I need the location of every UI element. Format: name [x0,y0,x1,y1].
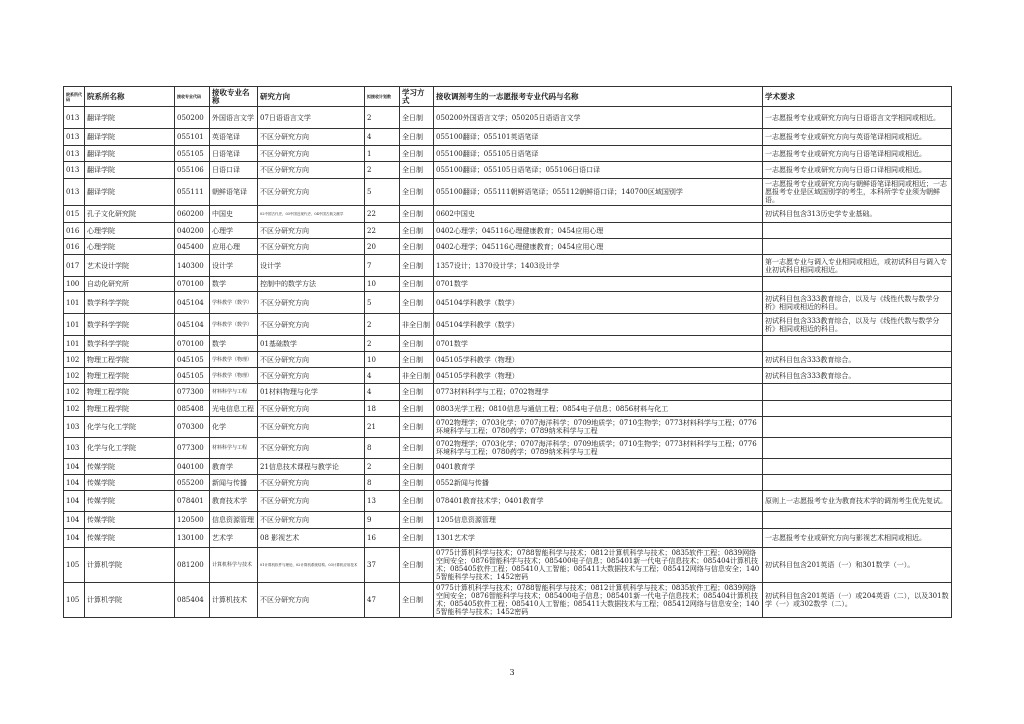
cell-quota: 2 [365,314,400,336]
cell-dept-name: 物理工程学院 [85,352,175,368]
cell-mode: 全日制 [400,548,434,583]
cell-first-choice: 045104学科教学（数学） [434,314,763,336]
cell-first-choice: 0701数学 [434,336,763,352]
cell-major-name: 中国史 [210,206,258,223]
cell-quota: 22 [365,206,400,223]
cell-dept-code: 016 [64,223,85,239]
cell-requirement [763,277,952,292]
cell-first-choice: 055100翻译；055105日语笔译；055106日语口译 [434,162,763,179]
cell-dept-code: 104 [64,475,85,491]
cell-dept-code: 013 [64,107,85,129]
table-row [64,314,952,336]
table-row [64,179,952,206]
table-row [64,368,952,384]
cell-mode: 全日制 [400,352,434,368]
cell-first-choice: 055100翻译；055101英语笔译 [434,129,763,146]
cell-quota: 2 [365,162,400,179]
cell-requirement: 一志愿报考专业或研究方向与日语口译相同或相近。 [763,162,952,179]
cell-dept-name: 计算机学院 [85,548,175,583]
cell-first-choice: 0803光学工程；0810信息与通信工程；0854电子信息；0856材料与化工 [434,401,763,417]
cell-dept-name: 物理工程学院 [85,384,175,401]
table-row [64,417,952,438]
cell-dept-name: 翻译学院 [85,146,175,162]
cell-dept-name: 计算机学院 [85,583,175,618]
cell-first-choice: 0775计算机科学与技术；0788智能科学与技术；0812计算机科学与技术；0835软件工程；0839网络空间安全；0876智能科学与技术；085400电子信息；085401新一代电子信息技术；085404计算机技术；085405软件工程；085410人工智能；085411大数据技术与工程；085412网络与信息安全；1405智能科学与技术；1452密码 [434,548,763,583]
cell-mode: 非全日制 [400,314,434,336]
cell-dept-name: 传媒学院 [85,529,175,548]
cell-quota: 20 [365,239,400,255]
cell-requirement: 原则上一志愿报考专业为教育技术学的调剂考生优先复试。 [763,491,952,512]
header-major-code: 接收专业代码 [175,87,210,107]
cell-dept-name: 孔子文化研究院 [85,206,175,223]
cell-dept-code: 101 [64,292,85,314]
cell-direction: 控制中的数学方法 [258,277,365,292]
cell-major-code: 045105 [175,368,210,384]
page-number: 3 [509,668,515,677]
cell-requirement: 一志愿报考专业或研究方向与日语语言文学相同或相近。 [763,107,952,129]
cell-dept-name: 传媒学院 [85,459,175,475]
cell-direction: 不区分研究方向 [258,583,365,618]
cell-first-choice: 055100翻译；055111朝鲜语笔译；055112朝鲜语口译；140700区域国别学 [434,179,763,206]
cell-quota: 7 [365,255,400,277]
cell-dept-code: 104 [64,512,85,529]
cell-major-name: 学科教学（数学） [210,292,258,314]
cell-direction: 08 影视艺术 [258,529,365,548]
header-mode: 学习方式 [400,87,434,107]
cell-quota: 4 [365,129,400,146]
cell-dept-code: 101 [64,336,85,352]
cell-dept-code: 103 [64,417,85,438]
cell-dept-name: 翻译学院 [85,162,175,179]
cell-requirement: 第一志愿专业与调入专业相同或相近，或初试科目与调入专业初试科目相同或相近。 [763,255,952,277]
cell-first-choice: 0602中国史 [434,206,763,223]
cell-requirement: 初试科目包含333教育综合，以及与《线性代数与数学分析》相同或相近的科目。 [763,292,952,314]
table-row [64,583,952,618]
cell-mode: 全日制 [400,491,434,512]
cell-dept-name: 传媒学院 [85,491,175,512]
table-row [64,146,952,162]
cell-quota: 5 [365,292,400,314]
cell-direction: 不区分研究方向 [258,352,365,368]
cell-requirement [763,336,952,352]
cell-mode: 全日制 [400,223,434,239]
cell-major-name: 数学 [210,277,258,292]
cell-first-choice: 045105学科教学（物理） [434,352,763,368]
cell-mode: 全日制 [400,583,434,618]
table-row [64,475,952,491]
cell-mode: 全日制 [400,336,434,352]
table-row [64,277,952,292]
cell-first-choice: 0773材料科学与工程；0702物理学 [434,384,763,401]
table-row [64,255,952,277]
table-row [64,336,952,352]
cell-major-code: 070100 [175,277,210,292]
cell-major-name: 应用心理 [210,239,258,255]
cell-major-code: 050200 [175,107,210,129]
cell-direction: 02中国古代史、03中国近现代史、04中国古典文献学 [258,206,365,223]
cell-first-choice: 078401教育技术学；0401教育学 [434,491,763,512]
cell-direction: 01基础数学 [258,336,365,352]
cell-major-name: 外国语言文学 [210,107,258,129]
cell-first-choice: 0701数学 [434,277,763,292]
table-row [64,223,952,239]
cell-direction: 01材料物理与化学 [258,384,365,401]
cell-first-choice: 055100翻译；055105日语笔译 [434,146,763,162]
cell-major-code: 045104 [175,292,210,314]
cell-major-code: 055106 [175,162,210,179]
cell-direction: 不区分研究方向 [258,314,365,336]
cell-dept-name: 物理工程学院 [85,401,175,417]
cell-quota: 8 [365,438,400,459]
cell-major-code: 045400 [175,239,210,255]
cell-major-name: 教育学 [210,459,258,475]
cell-major-code: 060200 [175,206,210,223]
cell-dept-name: 心理学院 [85,223,175,239]
cell-quota: 47 [365,583,400,618]
cell-dept-code: 015 [64,206,85,223]
header-dept-name: 院系所名称 [85,87,175,107]
cell-major-code: 055200 [175,475,210,491]
cell-direction: 21信息技术课程与教学论 [258,459,365,475]
cell-direction: 不区分研究方向 [258,438,365,459]
cell-dept-code: 100 [64,277,85,292]
cell-mode: 全日制 [400,384,434,401]
header-quota: 拟接收计划数 [365,87,400,107]
table-row [64,129,952,146]
cell-requirement [763,438,952,459]
cell-major-code: 070300 [175,417,210,438]
cell-requirement: 初试科目包含333教育综合，以及与《线性代数与数学分析》相同或相近的科目。 [763,314,952,336]
cell-dept-code: 105 [64,583,85,618]
cell-dept-name: 化学与化工学院 [85,438,175,459]
cell-major-code: 055111 [175,179,210,206]
cell-major-name: 信息资源管理 [210,512,258,529]
cell-dept-name: 数学科学学院 [85,314,175,336]
cell-quota: 21 [365,417,400,438]
cell-major-code: 120500 [175,512,210,529]
cell-first-choice: 1357设计；1370设计学；1403设计学 [434,255,763,277]
cell-quota: 16 [365,529,400,548]
cell-mode: 全日制 [400,438,434,459]
cell-major-name: 计算机科学与技术 [210,548,258,583]
cell-major-name: 教育技术学 [210,491,258,512]
cell-dept-name: 自动化研究所 [85,277,175,292]
cell-requirement: 初试科目包含201英语（一）或204英语（二），以及301数学（一）或302数学（二）。 [763,583,952,618]
cell-dept-code: 016 [64,239,85,255]
cell-mode: 全日制 [400,239,434,255]
cell-mode: 全日制 [400,512,434,529]
cell-mode: 全日制 [400,107,434,129]
cell-quota: 8 [365,475,400,491]
cell-major-code: 130100 [175,529,210,548]
cell-mode: 全日制 [400,179,434,206]
cell-direction: 不区分研究方向 [258,475,365,491]
cell-dept-code: 102 [64,352,85,368]
cell-major-code: 045105 [175,352,210,368]
cell-direction: 不区分研究方向 [258,223,365,239]
cell-major-code: 077300 [175,438,210,459]
cell-quota: 10 [365,277,400,292]
cell-major-name: 化学 [210,417,258,438]
cell-first-choice: 045104学科教学（数学） [434,292,763,314]
cell-first-choice: 1301艺术学 [434,529,763,548]
cell-quota: 2 [365,107,400,129]
header-dept-code: 院系所代码 [64,87,85,107]
cell-first-choice: 0552新闻与传播 [434,475,763,491]
admission-table [63,86,952,618]
cell-major-code: 140300 [175,255,210,277]
cell-dept-name: 艺术设计学院 [85,255,175,277]
cell-dept-code: 104 [64,529,85,548]
cell-major-name: 学科教学（数学） [210,314,258,336]
cell-requirement: 初试科目包含313历史学专业基础。 [763,206,952,223]
cell-requirement [763,401,952,417]
table-row [64,459,952,475]
cell-first-choice: 0702物理学；0703化学；0707海洋科学；0709地质学；0710生物学；0773材料科学与工程；0776环境科学与工程；0780药学；0789纳米科学与工程 [434,438,763,459]
cell-mode: 全日制 [400,129,434,146]
cell-first-choice: 050200外国语言文学；050205日语语言文学 [434,107,763,129]
cell-quota: 22 [365,223,400,239]
cell-direction: 不区分研究方向 [258,417,365,438]
cell-dept-code: 013 [64,129,85,146]
table-row [64,239,952,255]
table-row [64,512,952,529]
cell-quota: 10 [365,352,400,368]
cell-requirement: 一志愿报考专业或研究方向与影视艺术相同或相近。 [763,529,952,548]
cell-direction: 不区分研究方向 [258,368,365,384]
cell-direction: 01计算机软件与理论、02计算机系统结构、03计算机应用技术 [258,548,365,583]
cell-mode: 全日制 [400,277,434,292]
cell-direction: 不区分研究方向 [258,146,365,162]
cell-quota: 5 [365,179,400,206]
cell-major-code: 085404 [175,583,210,618]
cell-major-code: 070100 [175,336,210,352]
cell-mode: 全日制 [400,529,434,548]
cell-requirement: 初试科目包含333教育综合。 [763,368,952,384]
cell-major-name: 日语口译 [210,162,258,179]
cell-major-name: 材料科学与工程 [210,384,258,401]
cell-direction: 不区分研究方向 [258,239,365,255]
cell-dept-code: 103 [64,438,85,459]
cell-direction: 不区分研究方向 [258,162,365,179]
cell-dept-code: 013 [64,179,85,206]
cell-major-name: 设计学 [210,255,258,277]
cell-major-code: 055101 [175,129,210,146]
cell-direction: 设计学 [258,255,365,277]
cell-major-code: 085408 [175,401,210,417]
cell-dept-name: 传媒学院 [85,475,175,491]
cell-requirement [763,417,952,438]
cell-dept-name: 心理学院 [85,239,175,255]
cell-first-choice: 0401教育学 [434,459,763,475]
cell-major-name: 新闻与传播 [210,475,258,491]
cell-requirement: 一志愿报考专业或研究方向与日语笔译相同或相近。 [763,146,952,162]
cell-dept-code: 013 [64,162,85,179]
cell-major-name: 光电信息工程 [210,401,258,417]
cell-dept-name: 数学科学学院 [85,292,175,314]
cell-requirement [763,512,952,529]
cell-dept-name: 传媒学院 [85,512,175,529]
cell-dept-code: 104 [64,491,85,512]
cell-first-choice: 1205信息资源管理 [434,512,763,529]
cell-requirement: 一志愿报考专业或研究方向与英语笔译相同或相近。 [763,129,952,146]
cell-major-code: 045104 [175,314,210,336]
cell-mode: 全日制 [400,162,434,179]
table-row [64,548,952,583]
cell-major-name: 材料科学与工程 [210,438,258,459]
cell-dept-code: 105 [64,548,85,583]
cell-direction: 不区分研究方向 [258,491,365,512]
cell-mode: 全日制 [400,417,434,438]
cell-direction: 07日语语言文学 [258,107,365,129]
cell-requirement: 初试科目包含201英语（一）和301数学（一）。 [763,548,952,583]
cell-quota: 37 [365,548,400,583]
cell-major-code: 040100 [175,459,210,475]
cell-dept-code: 102 [64,384,85,401]
cell-direction: 不区分研究方向 [258,179,365,206]
cell-mode: 全日制 [400,475,434,491]
cell-first-choice: 0702物理学；0703化学；0707海洋科学；0709地质学；0710生物学；0773材料科学与工程；0776环境科学与工程；0780药学；0789纳米科学与工程 [434,417,763,438]
table-row [64,529,952,548]
cell-major-name: 数学 [210,336,258,352]
cell-quota: 2 [365,459,400,475]
cell-requirement: 初试科目包含333教育综合。 [763,352,952,368]
table-row [64,162,952,179]
cell-direction: 不区分研究方向 [258,292,365,314]
cell-major-name: 学科教学（物理） [210,368,258,384]
cell-dept-code: 013 [64,146,85,162]
cell-requirement [763,475,952,491]
cell-major-code: 078401 [175,491,210,512]
cell-mode: 全日制 [400,459,434,475]
cell-mode: 全日制 [400,255,434,277]
cell-quota: 2 [365,336,400,352]
cell-direction: 不区分研究方向 [258,512,365,529]
cell-mode: 非全日制 [400,368,434,384]
cell-dept-code: 104 [64,459,85,475]
cell-requirement [763,384,952,401]
header-row [64,87,952,107]
cell-dept-code: 102 [64,401,85,417]
cell-dept-code: 101 [64,314,85,336]
cell-first-choice: 0402心理学；045116心理健康教育；0454应用心理 [434,239,763,255]
cell-major-code: 081200 [175,548,210,583]
cell-quota: 1 [365,146,400,162]
cell-major-code: 040200 [175,223,210,239]
cell-dept-name: 物理工程学院 [85,368,175,384]
table-row [64,401,952,417]
cell-dept-name: 翻译学院 [85,107,175,129]
cell-quota: 4 [365,368,400,384]
cell-major-code: 055105 [175,146,210,162]
cell-quota: 13 [365,491,400,512]
table-row [64,206,952,223]
cell-quota: 4 [365,384,400,401]
cell-dept-code: 017 [64,255,85,277]
cell-mode: 全日制 [400,401,434,417]
table-row [64,438,952,459]
cell-requirement: 一志愿报考专业或研究方向与朝鲜语笔译相同或相近；一志愿报考专业是区域国别学的考生，本科所学专业须为朝鲜语。 [763,179,952,206]
cell-dept-name: 翻译学院 [85,179,175,206]
table-row [64,107,952,129]
header-first-choice: 接收调剂考生的一志愿报考专业代码与名称 [434,87,763,107]
cell-major-code: 077300 [175,384,210,401]
cell-first-choice: 0402心理学；045116心理健康教育；0454应用心理 [434,223,763,239]
cell-direction: 不区分研究方向 [258,129,365,146]
header-direction: 研究方向 [258,87,365,107]
cell-requirement [763,239,952,255]
cell-requirement [763,459,952,475]
cell-direction: 不区分研究方向 [258,401,365,417]
cell-major-name: 英语笔译 [210,129,258,146]
header-major-name: 接收专业名称 [210,87,258,107]
table-row [64,491,952,512]
cell-dept-name: 化学与化工学院 [85,417,175,438]
table-row [64,352,952,368]
header-requirement: 学术要求 [763,87,952,107]
cell-major-name: 心理学 [210,223,258,239]
cell-mode: 全日制 [400,206,434,223]
cell-major-name: 日语笔译 [210,146,258,162]
cell-mode: 全日制 [400,146,434,162]
cell-quota: 9 [365,512,400,529]
cell-major-name: 朝鲜语笔译 [210,179,258,206]
cell-quota: 18 [365,401,400,417]
table-row [64,292,952,314]
cell-dept-name: 翻译学院 [85,129,175,146]
cell-dept-name: 数学科学学院 [85,336,175,352]
cell-requirement [763,223,952,239]
cell-major-name: 计算机技术 [210,583,258,618]
cell-first-choice: 045105学科教学（物理） [434,368,763,384]
cell-dept-code: 102 [64,368,85,384]
cell-major-name: 学科教学（物理） [210,352,258,368]
cell-major-name: 艺术学 [210,529,258,548]
cell-first-choice: 0775计算机科学与技术；0788智能科学与技术；0812计算机科学与技术；0835软件工程；0839网络空间安全；0876智能科学与技术；085400电子信息；085401新一代电子信息技术；085404计算机技术；085405软件工程；085410人工智能；085411大数据技术与工程；085412网络与信息安全；1405智能科学与技术；1452密码 [434,583,763,618]
table-row [64,384,952,401]
cell-mode: 全日制 [400,292,434,314]
